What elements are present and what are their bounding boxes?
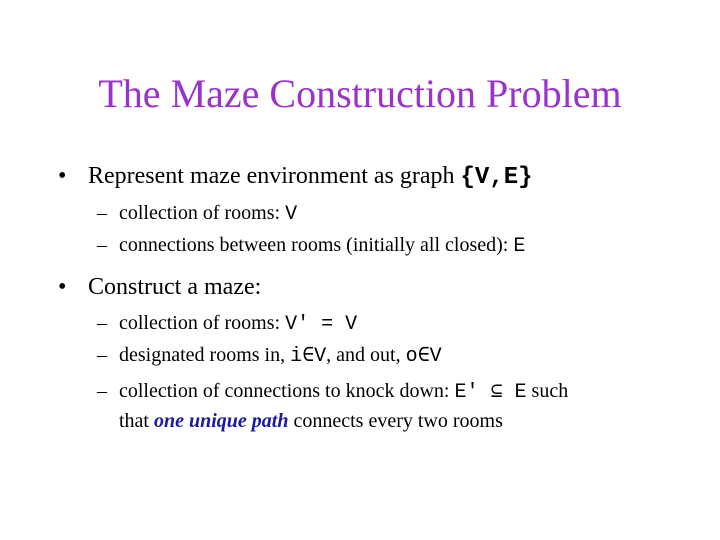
sub-text: collection of rooms: bbox=[119, 202, 286, 224]
sub-dash: – bbox=[97, 202, 107, 224]
sub-text: , and out, bbox=[326, 344, 406, 366]
sub-text: connections between rooms (initially all closed): bbox=[119, 234, 514, 256]
graph-notation: {V,E} bbox=[460, 164, 533, 191]
sub-dash: – bbox=[97, 312, 107, 334]
sub-dash: – bbox=[97, 380, 107, 402]
bullet-represent-graph bbox=[58, 160, 533, 194]
vertex-set: V bbox=[285, 203, 298, 226]
sub-bullet-rooms-equal bbox=[97, 309, 357, 339]
sub-bullet-designated-rooms bbox=[97, 341, 442, 371]
sub-dash: – bbox=[97, 234, 107, 256]
bullet-construct-maze bbox=[58, 271, 261, 303]
edge-set: E bbox=[513, 235, 526, 258]
sub-bullet-knock-down bbox=[97, 377, 568, 407]
sub-text: connects every two rooms bbox=[288, 410, 503, 432]
bullet-text: Construct a maze: bbox=[88, 274, 262, 300]
exit-room-notation: o∈V bbox=[405, 345, 442, 368]
edge-subset-notation: E′ ⊆ E bbox=[454, 381, 527, 404]
emphasis-unique-path: one unique path bbox=[154, 410, 289, 432]
sub-bullet-rooms bbox=[97, 199, 297, 229]
sub-text: that bbox=[119, 410, 154, 432]
sub-dash: – bbox=[97, 344, 107, 366]
bullet-dot: • bbox=[58, 163, 67, 189]
entry-room-notation: i∈V bbox=[290, 345, 327, 368]
bullet-dot: • bbox=[58, 274, 67, 300]
sub-bullet-connections bbox=[97, 231, 525, 261]
sub-bullet-knock-down-continued bbox=[119, 407, 503, 436]
sub-text: collection of connections to knock down: bbox=[119, 380, 455, 402]
sub-text: such bbox=[526, 380, 569, 402]
sub-text: designated rooms in, bbox=[119, 344, 291, 366]
bullet-text: Represent maze environment as graph bbox=[88, 163, 461, 189]
slide-title: The Maze Construction Problem bbox=[98, 71, 622, 116]
sub-text: collection of rooms: bbox=[119, 312, 286, 334]
vertex-equality: V′ = V bbox=[285, 313, 358, 336]
